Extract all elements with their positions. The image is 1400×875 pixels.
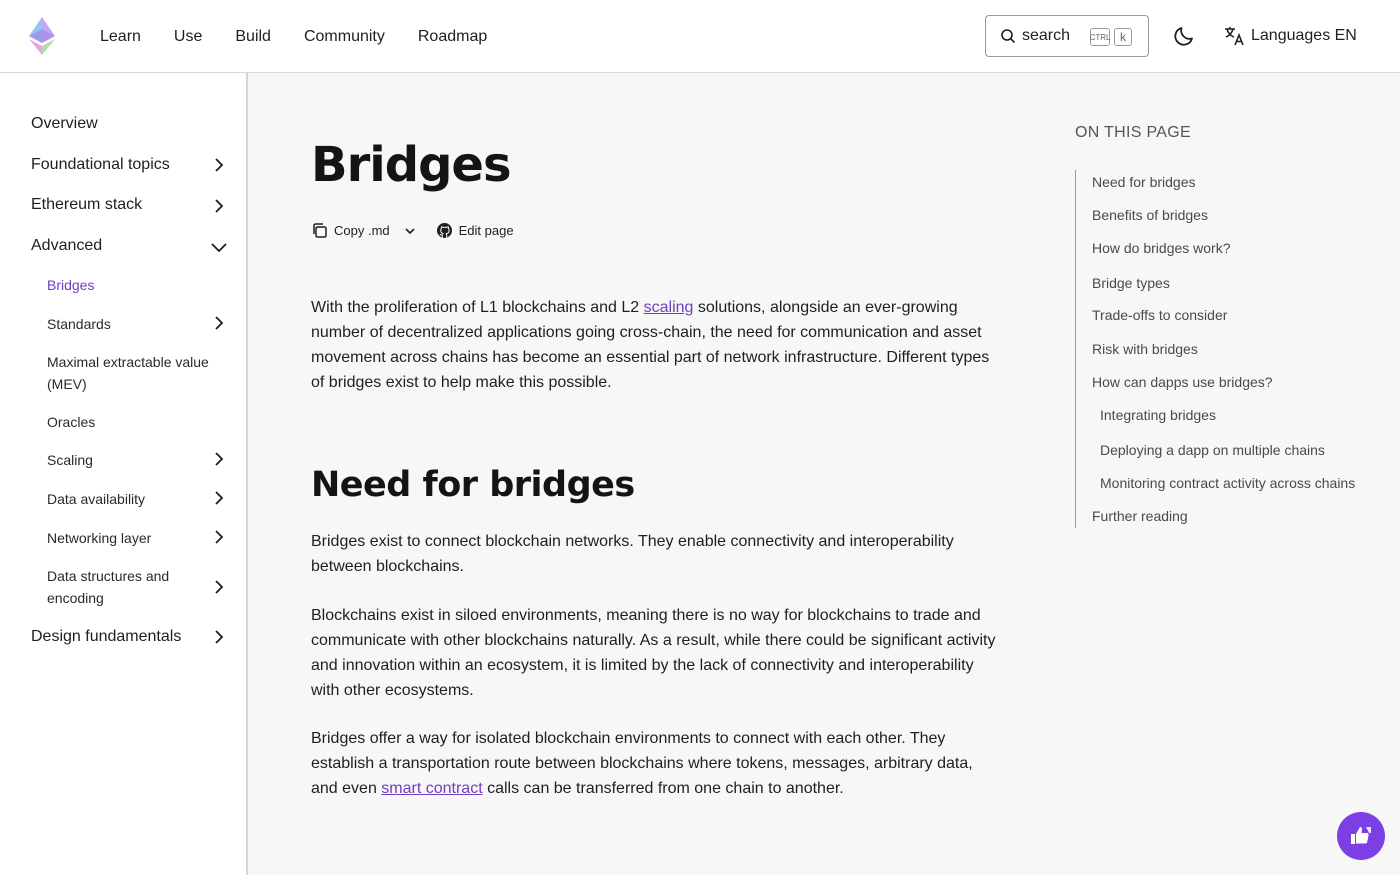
toc-item[interactable]: Bridge types [1092,275,1170,291]
edit-page-button[interactable]: Edit page [458,223,514,238]
p3-text-1: Bridges offer a way for isolated blockchain environments to connect with each other. They establish a transportation route between blockchains where tokens, messages, arbitrary data, and even [311,730,973,797]
paragraph-1: Bridges exist to connect blockchain networks. They enable connectivity and interoperability between blockchains. [311,533,954,575]
copy-icon[interactable] [311,222,328,239]
chevron-right-icon[interactable] [212,530,226,544]
feedback-button[interactable] [1337,812,1385,860]
toc-subitem[interactable]: Integrating bridges [1100,407,1216,423]
kbd-ctrl: CTRL [1090,28,1110,46]
sidebar-item-ethereum-stack[interactable]: Ethereum stack [31,196,143,213]
toc-item[interactable]: Further reading [1092,508,1188,524]
sidebar-item-standards[interactable]: Standards [47,316,111,332]
github-icon[interactable] [436,222,453,239]
page-actions [311,222,514,239]
chevron-right-icon[interactable] [212,452,226,466]
toc-item[interactable]: How do bridges work? [1092,240,1231,256]
toc-divider [1075,170,1076,528]
chevron-right-icon[interactable] [212,580,226,594]
toc-item[interactable]: Risk with bridges [1092,341,1198,357]
chevron-down-icon[interactable] [404,225,416,237]
docs-sidebar [0,73,248,875]
language-selector[interactable] [1222,24,1357,48]
kbd-k: k [1114,28,1132,46]
p3-text-2: calls can be transferred from one chain to another. [482,780,844,797]
sidebar-item-scaling[interactable]: Scaling [47,452,93,468]
page-title: Bridges [311,137,511,193]
sidebar-item-advanced[interactable]: Advanced [31,237,103,254]
nav-roadmap[interactable]: Roadmap [417,27,488,45]
sidebar-item-mev[interactable]: Maximal extractable value (MEV) [47,354,209,392]
sidebar-item-oracles[interactable]: Oracles [47,414,96,430]
paragraph-3 [311,726,1001,801]
nav-community[interactable]: Community [303,27,385,45]
main-nav [100,0,520,73]
intro-paragraph [311,295,1001,395]
toc-subitem[interactable]: Monitoring contract activity across chains [1100,475,1356,491]
intro-text-1: With the proliferation of L1 blockchains and L2 [311,299,644,316]
copy-md-button[interactable]: Copy .md [334,223,390,238]
nav-use[interactable]: Use [173,27,203,45]
toc-item[interactable]: Trade-offs to consider [1092,307,1228,323]
chevron-right-icon[interactable] [212,158,226,172]
search-button[interactable] [985,15,1149,57]
search-icon [1000,28,1016,44]
toc-item[interactable]: Benefits of bridges [1092,207,1208,223]
top-navigation-bar [0,0,1400,73]
sidebar-item-overview[interactable]: Overview [31,115,98,132]
paragraph-2: Blockchains exist in siloed environments, meaning there is no way for blockchains to trade and communicate with other blockchains naturally. As a result, while there could be significant activity and innovation within an ecosystem, it is limited by the lack of connectivity and interoperability with other ecosystems. [311,607,996,699]
sidebar-item-foundational-topics[interactable]: Foundational topics [31,156,170,173]
sidebar-item-data-availability[interactable]: Data availability [47,491,146,507]
toc-title: ON THIS PAGE [1075,124,1191,141]
chevron-right-icon[interactable] [212,491,226,505]
sidebar-item-networking-layer[interactable]: Networking layer [47,530,152,546]
sidebar-item-data-structures[interactable]: Data structures and encoding [47,568,170,606]
toc-item[interactable]: Need for bridges [1092,174,1196,190]
chevron-down-icon[interactable] [211,239,227,255]
chevron-right-icon[interactable] [212,630,226,644]
translate-icon [1222,24,1246,48]
sidebar-item-bridges[interactable]: Bridges [47,277,95,293]
smart-contract-link[interactable]: smart contract [381,780,483,797]
chevron-right-icon[interactable] [212,199,226,213]
nav-build[interactable]: Build [235,27,271,45]
section-heading-need-for-bridges: Need for bridges [311,465,635,505]
language-label: Languages EN [1251,27,1357,44]
sidebar-item-design-fundamentals[interactable]: Design fundamentals [31,628,182,645]
intro-text-2: solutions, alongside an ever-growing number of decentralized applications going cross-chain, the need for communication and asset movement across chains has become an essential part of network infrastructure. Different types of bridges exist to help make this possible. [311,299,990,391]
toc-subitem[interactable]: Deploying a dapp on multiple chains [1100,442,1325,458]
toc-item[interactable]: How can dapps use bridges? [1092,374,1273,390]
dark-mode-toggle-icon[interactable] [1172,24,1196,48]
search-label: search [1022,27,1071,44]
scaling-link[interactable]: scaling [643,299,694,316]
thumbs-up-down-icon [1348,823,1374,849]
ethereum-logo-icon[interactable] [28,17,56,55]
nav-learn[interactable]: Learn [100,27,141,45]
chevron-right-icon[interactable] [212,316,226,330]
